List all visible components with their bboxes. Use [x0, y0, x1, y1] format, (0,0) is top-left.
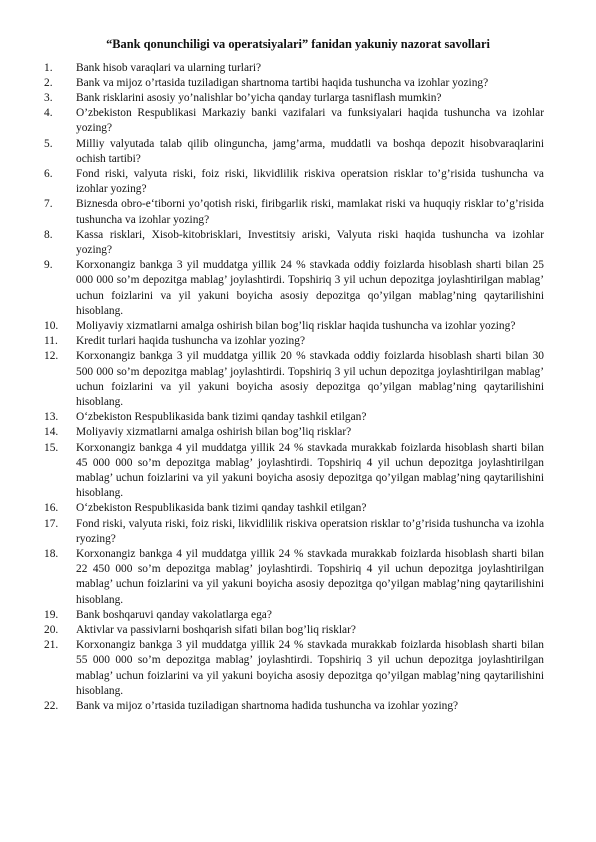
- question-text: Korxonangiz bankga 4 yil muddatga yillik 24 % stavkada murakkab foizlarda hisoblash sharti bilan 22 450 000 so’m depozitga mablag’ joylashtirdi. Topshiriq 4 yil uchun depozitga joylashtirilgan mablag’ uchun foizlarini va yil yakuni boyicha asosiy depozitga qo’yilgan mablag’ning qaytarilishini hisoblang.: [76, 548, 544, 606]
- question-item: [44, 623, 544, 638]
- question-list: [44, 61, 544, 715]
- question-item: [44, 425, 544, 440]
- question-text: Bank va mijoz o’rtasida tuziladigan shartnoma tartibi haqida tushuncha va izohlar yozing?: [76, 76, 489, 89]
- question-item: [44, 197, 544, 227]
- question-text: O‘zbekiston Respublikasida bank tizimi qanday tashkil etilgan?: [76, 502, 367, 515]
- question-text: Bank va mijoz o’rtasida tuziladigan shartnoma hadida tushuncha va izohlar yozing?: [76, 700, 459, 713]
- question-number: 3.: [44, 91, 53, 104]
- question-text: Fond riski, valyuta riski, foiz riski, likvidlilik riskiva operatsion risklar to’g’risida tushuncha va izohla ryozing?: [76, 517, 544, 545]
- question-item: [44, 91, 544, 106]
- question-item: [44, 319, 544, 334]
- question-number: 1.: [44, 61, 53, 74]
- question-number: 5.: [44, 137, 53, 150]
- question-item: [44, 547, 544, 608]
- question-item: [44, 501, 544, 516]
- question-text: Korxonangiz bankga 4 yil muddatga yillik 24 % stavkada murakkab foizlarda hisoblash sharti bilan 45 000 000 so’m depozitga mablag’ joylashtirdi. Topshiriq 4 yil uchun depozitga joylashtirilgan mablag’ uchun foizlarini va yil yakuni boyicha asosiy depozitga qo’yilgan mablag’ning qaytarilishini hisoblang.: [76, 441, 544, 500]
- question-item: [44, 608, 544, 623]
- question-item: [44, 61, 544, 76]
- question-text: Bank hisob varaqlari va ularning turlari?: [76, 61, 262, 74]
- question-number: 17.: [44, 517, 59, 530]
- question-number: 21.: [44, 639, 59, 652]
- question-text: Moliyaviy xizmatlarni amalga oshirish bilan bog’liq risklar haqida tushuncha va izohlar yozing?: [76, 319, 516, 332]
- question-number: 14.: [44, 426, 59, 439]
- question-item: [44, 410, 544, 425]
- question-text: O‘zbekiston Respublikasida bank tizimi qanday tashkil etilgan?: [76, 411, 367, 424]
- question-item: [44, 349, 544, 410]
- question-number: 7.: [44, 198, 53, 211]
- question-text: Kassa risklari, Xisob-kitobrisklari, Investitsiy ariski, Valyuta riski haqida tushuncha va izohlar yozing?: [76, 228, 544, 256]
- question-item: [44, 167, 544, 197]
- question-text: Korxonangiz bankga 3 yil muddatga yillik 24 % stavkada murakkab foizlarda hisoblash sharti bilan 55 000 000 so’m depozitga mablag’ joylashtirdi. Topshiriq 3 yil uchun depozitga joylashtirilgan mablag’ uchun foizlarini va yil yakuni boyicha asosiy depozitga qo’yilgan mablag’ning qaytarilishini hisoblang.: [76, 639, 544, 697]
- question-number: 13.: [44, 411, 59, 424]
- question-number: 8.: [44, 228, 53, 241]
- question-text: Aktivlar va passivlarni boshqarish sifati bilan bog’liq risklar?: [76, 624, 356, 637]
- question-text: Biznesda obro-e‘tiborni yo’qotish riski, firibgarlik riski, mamlakat riski va huquqiy risklar to’g’risida tushuncha va izohlar yozing?: [76, 198, 544, 226]
- question-item: [44, 517, 544, 547]
- question-item: [44, 137, 544, 167]
- question-number: 2.: [44, 76, 53, 89]
- question-number: 22.: [44, 700, 59, 713]
- question-number: 15.: [44, 441, 59, 454]
- question-number: 18.: [44, 548, 59, 560]
- document-title: “Bank qonunchiligi va operatsiyalari” fanidan yakuniy nazorat savollari: [106, 37, 490, 51]
- question-text: Korxonangiz bankga 3 yil muddatga yillik 24 % stavkada oddiy foizlarda hisoblash sharti bilan 25 000 000 so’m depozitga mablag’ joylashtirdi. Topshiriq 3 yil uchun depozitga joylashtirilgan mablag’ uchun foizlarini va yil yakuni boyicha asosiy depozitga qo’yilgan mablag’ning qaytarilishini hisoblang.: [76, 259, 544, 317]
- question-item: [44, 334, 544, 349]
- question-item: [44, 441, 544, 502]
- question-text: O’zbekiston Respublikasi Markaziy banki vazifalari va funksiyalari haqida tushuncha va izohlar yozing?: [76, 107, 544, 135]
- question-number: 16.: [44, 502, 59, 515]
- question-number: 4.: [44, 107, 53, 120]
- question-text: Korxonangiz bankga 3 yil muddatga yillik 20 % stavkada oddiy foizlarda hisoblash sharti bilan 30 500 000 so’m depozitga mablag’ joylashtirdi. Topshiriq 3 yil uchun depozitga joylashtirilgan mablag’ uchun foizlarini va yil yakuni boyicha asosiy depozitga qo’yilgan mablag’ning qaytarilishini hisoblang.: [76, 350, 544, 408]
- question-item: [44, 699, 544, 714]
- question-number: 11.: [44, 335, 58, 348]
- question-item: [44, 258, 544, 319]
- question-text: Fond riski, valyuta riski, foiz riski, likvidlilik riskiva operatsion risklar to’g’risida tushuncha va izohlar yozing?: [76, 167, 544, 196]
- question-text: Bank boshqaruvi qanday vakolatlarga ega?: [76, 608, 272, 621]
- question-item: [44, 106, 544, 136]
- question-text: Kredit turlari haqida tushuncha va izohlar yozing?: [76, 335, 305, 348]
- question-number: 6.: [44, 167, 53, 180]
- question-number: 9.: [44, 259, 53, 272]
- question-number: 10.: [44, 319, 59, 332]
- question-number: 20.: [44, 624, 59, 637]
- question-item: [44, 228, 544, 258]
- question-item: [44, 638, 544, 699]
- question-text: Milliy valyutada talab qilib olinguncha, jamg’arma, muddatli va boshqa depozit hisobvaraqlarini ochish tartibi?: [76, 137, 544, 165]
- question-text: Moliyaviy xizmatlarni amalga oshirish bilan bog’liq risklar?: [76, 426, 352, 439]
- question-number: 19.: [44, 608, 59, 621]
- question-text: Bank risklarini asosiy yo’nalishlar bo’yicha qanday turlarga tasniflash mumkin?: [76, 91, 442, 104]
- question-item: [44, 76, 544, 91]
- question-number: 12.: [44, 350, 59, 363]
